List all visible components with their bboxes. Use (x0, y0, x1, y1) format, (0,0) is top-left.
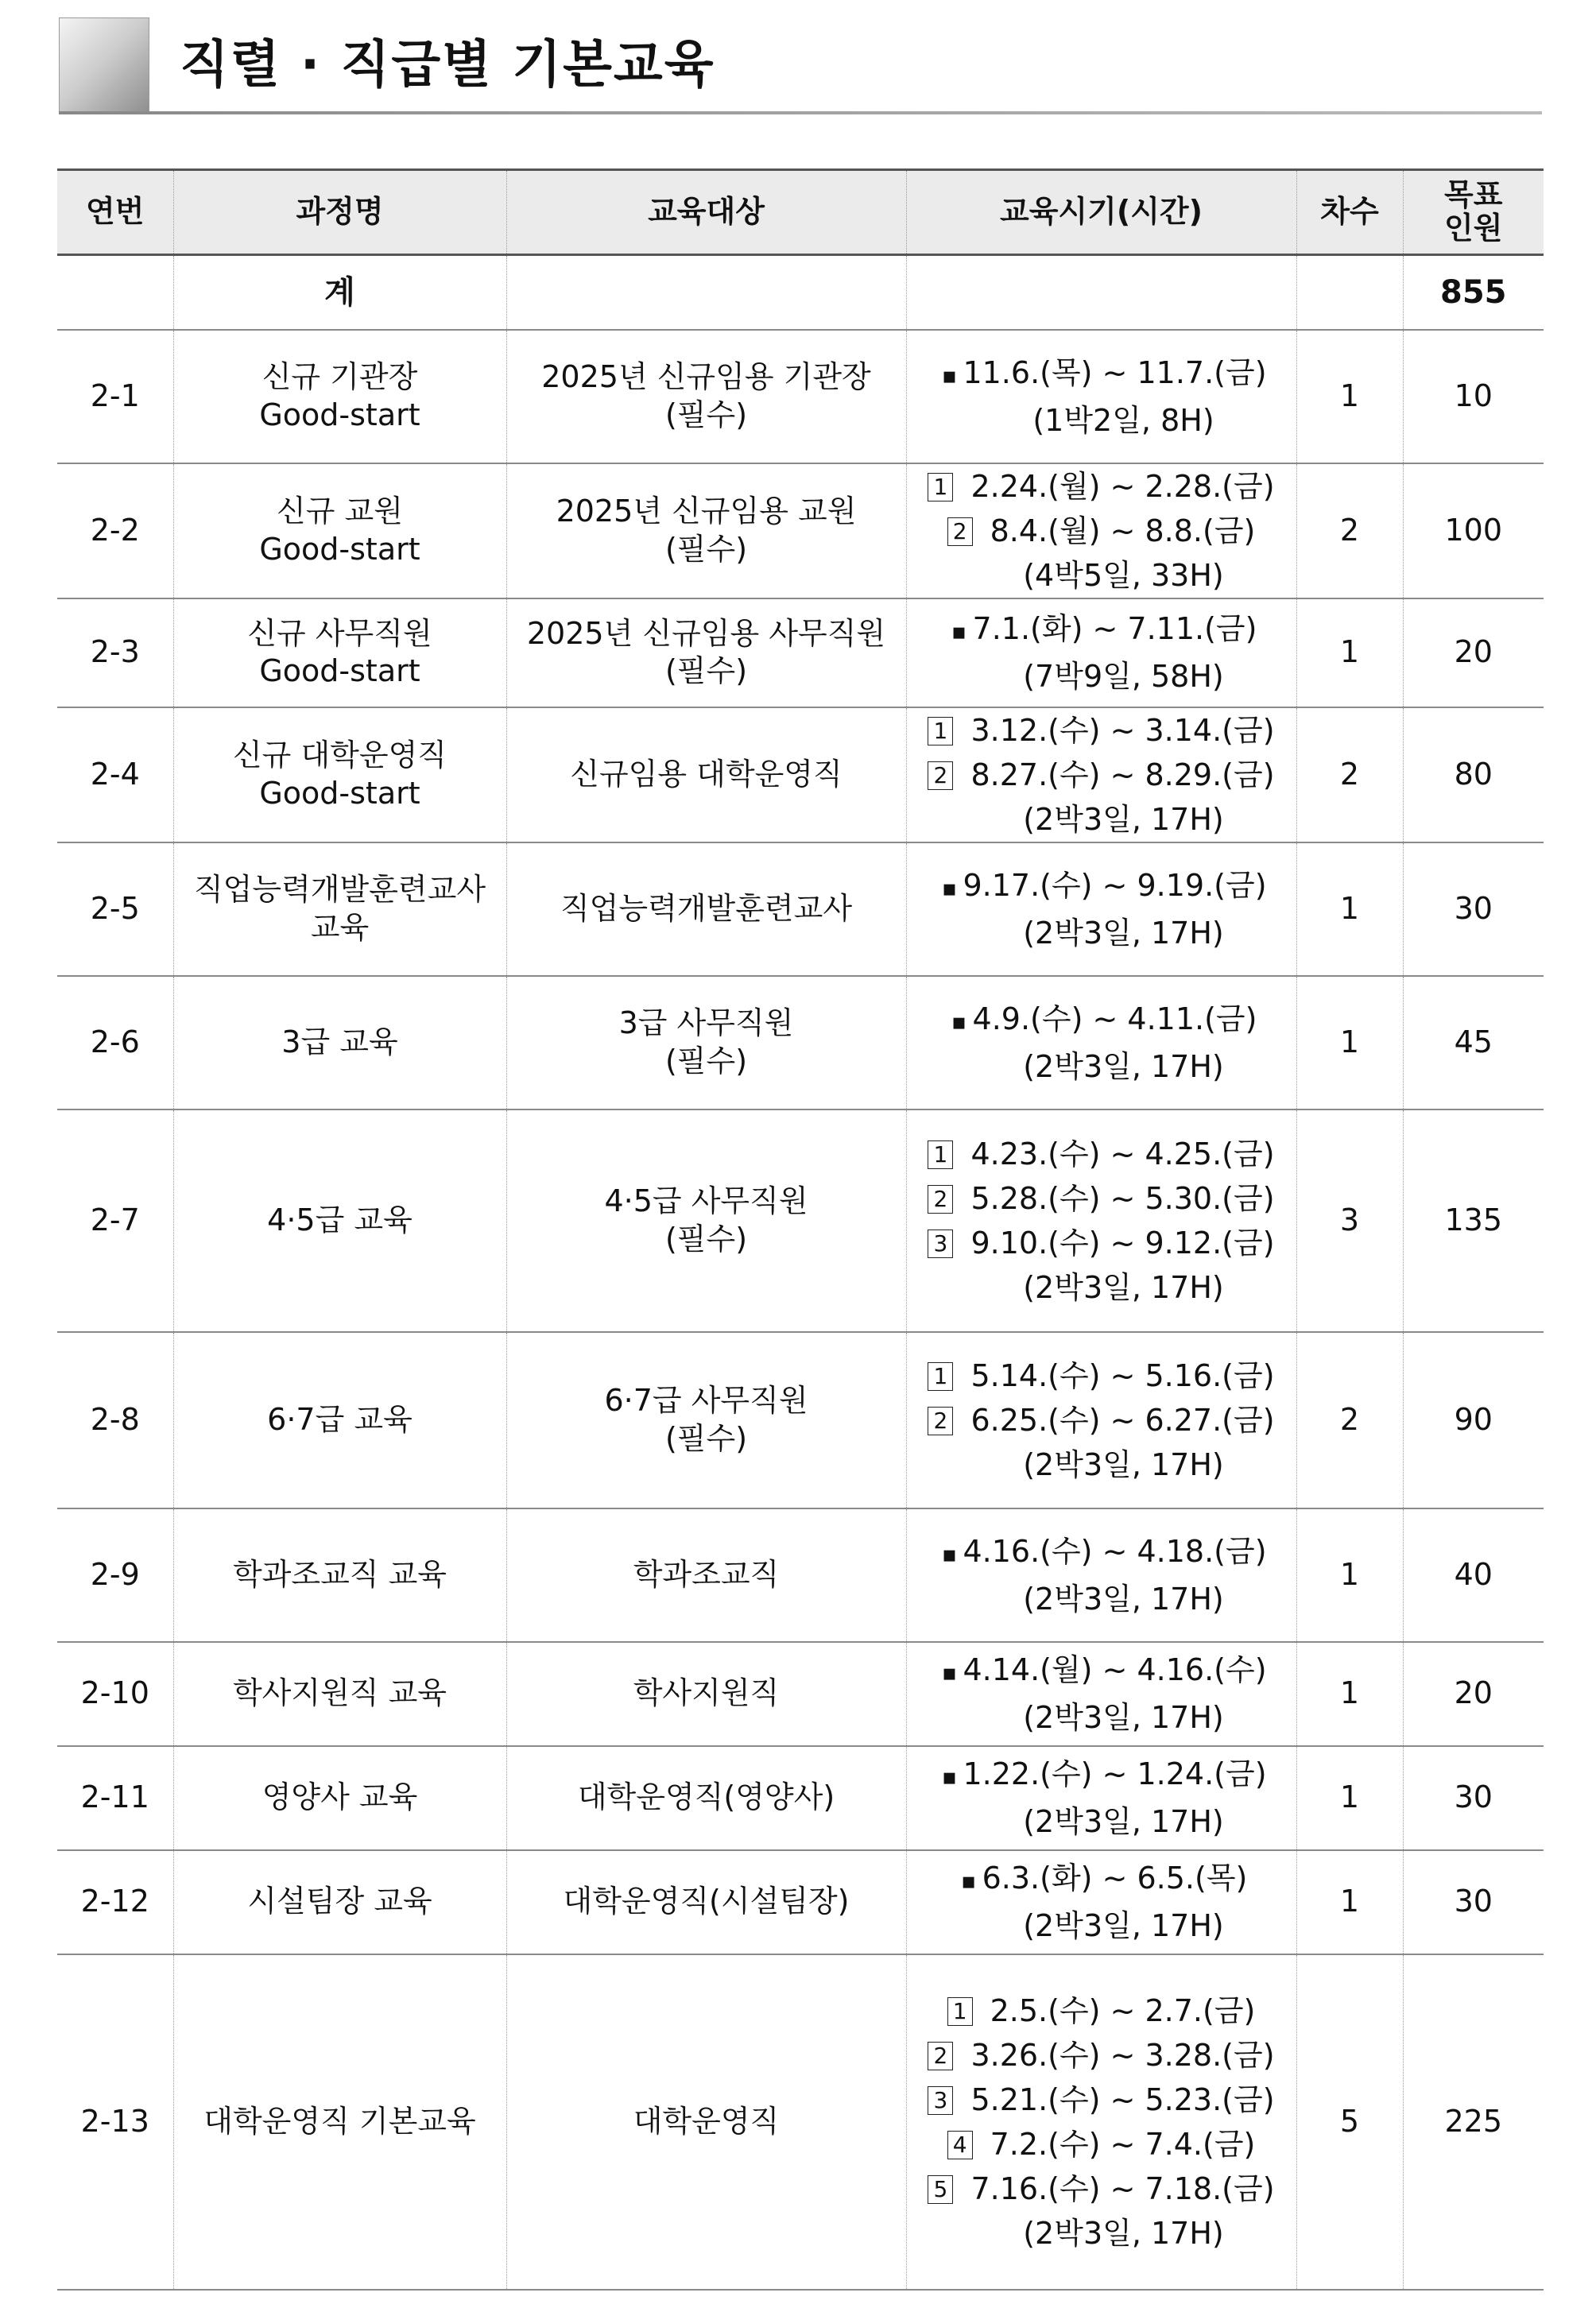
course-schedule (906, 463, 1296, 598)
schedule-duration: (2박3일, 17H) (1023, 915, 1224, 951)
schedule-line (907, 997, 1296, 1044)
session-number-box: 1 (928, 473, 953, 501)
session-number-box: 2 (928, 1407, 953, 1435)
course-schedule (906, 598, 1296, 707)
course-schedule (906, 707, 1296, 842)
header-target: 교육대상 (506, 170, 906, 255)
bullet-icon: ▪ (941, 1659, 957, 1686)
session-number-box: 5 (928, 2175, 953, 2204)
header-schedule: 교육시기(시간) (906, 170, 1296, 255)
session-number-box: 2 (928, 1185, 953, 1214)
course-name-line: Good-start (259, 397, 420, 432)
session-count: 3 (1296, 1109, 1403, 1332)
total-people: 855 (1403, 255, 1544, 330)
target-people: 10 (1403, 330, 1544, 463)
schedule-date: 6.3.(화) ~ 6.5.(목) (982, 1861, 1248, 1896)
course-name-line: 신규 기관장 (261, 359, 418, 394)
target-people: 225 (1403, 1954, 1544, 2290)
table-row (57, 1954, 1544, 2290)
row-no: 2-6 (57, 976, 173, 1109)
table-row (57, 1109, 1544, 1332)
target-people: 30 (1403, 1850, 1544, 1954)
course-target-line: (필수) (664, 1221, 748, 1257)
total-row (57, 255, 1544, 330)
title-decoration-box (59, 17, 149, 113)
target-people: 100 (1403, 463, 1544, 598)
schedule-duration: (2박3일, 17H) (1023, 1804, 1224, 1839)
session-count: 1 (1296, 330, 1403, 463)
row-no: 2-12 (57, 1850, 173, 1954)
course-name (173, 598, 506, 707)
schedule-date: 5.28.(수) ~ 5.30.(금) (970, 1180, 1275, 1216)
course-name-line: Good-start (259, 531, 420, 567)
schedule-date: 9.17.(수) ~ 9.19.(금) (963, 867, 1267, 903)
table-row (57, 842, 1544, 976)
course-name-line: 6·7급 교육 (267, 1401, 413, 1437)
schedule-date: 4.23.(수) ~ 4.25.(금) (970, 1136, 1275, 1171)
course-schedule (906, 1109, 1296, 1332)
schedule-date: 3.12.(수) ~ 3.14.(금) (970, 712, 1275, 748)
schedule-duration: (2박3일, 17H) (1023, 2215, 1224, 2251)
education-table (57, 168, 1544, 2291)
course-target-line: 2025년 신규임용 기관장 (541, 359, 871, 394)
table-row (57, 1642, 1544, 1746)
course-schedule (906, 1508, 1296, 1642)
course-target-line: 직업능력개발훈련교사 (560, 890, 853, 926)
schedule-date: 4.14.(월) ~ 4.16.(수) (963, 1652, 1267, 1687)
schedule-duration: (2박3일, 17H) (1023, 801, 1224, 837)
schedule-duration: (2박3일, 17H) (1023, 1269, 1224, 1305)
target-people: 40 (1403, 1508, 1544, 1642)
course-target (506, 976, 906, 1109)
session-count: 1 (1296, 1850, 1403, 1954)
session-count: 2 (1296, 463, 1403, 598)
schedule-date: 7.1.(화) ~ 7.11.(금) (972, 611, 1257, 646)
session-count: 2 (1296, 1332, 1403, 1508)
course-target (506, 598, 906, 707)
course-schedule (906, 842, 1296, 976)
schedule-line (907, 2078, 1296, 2122)
course-schedule (906, 1954, 1296, 2290)
row-no: 2-1 (57, 330, 173, 463)
schedule-line (907, 350, 1296, 398)
schedule-date: 2.5.(수) ~ 2.7.(금) (990, 1992, 1256, 2028)
schedule-line (907, 1856, 1296, 1903)
course-schedule (906, 1850, 1296, 1954)
course-name-line: 신규 대학운영직 (232, 738, 447, 773)
schedule-duration: (7박9일, 58H) (1023, 659, 1224, 694)
course-target-line: 2025년 신규임용 사무직원 (526, 615, 886, 651)
course-name-line: Good-start (259, 775, 420, 811)
course-name-line: 직업능력개발훈련교사 (193, 872, 486, 907)
schedule-line (907, 464, 1296, 509)
course-target (506, 1746, 906, 1850)
course-schedule (906, 1746, 1296, 1850)
course-target-line: (필수) (664, 1043, 748, 1078)
target-people: 135 (1403, 1109, 1544, 1332)
table-row (57, 707, 1544, 842)
session-count: 1 (1296, 598, 1403, 707)
course-schedule (906, 976, 1296, 1109)
bullet-icon: ▪ (961, 1868, 977, 1894)
table-row (57, 598, 1544, 707)
table-row (57, 1746, 1544, 1850)
session-number-box: 4 (947, 2131, 973, 2159)
row-no: 2-9 (57, 1508, 173, 1642)
course-name (173, 842, 506, 976)
session-count: 1 (1296, 1746, 1403, 1850)
table-row (57, 1508, 1544, 1642)
table-row (57, 976, 1544, 1109)
schedule-line (907, 1221, 1296, 1265)
table-row (57, 1332, 1544, 1508)
schedule-line (907, 1752, 1296, 1799)
schedule-duration: (4박5일, 33H) (1023, 557, 1224, 593)
course-target (506, 1850, 906, 1954)
course-name-line: 신규 사무직원 (247, 615, 432, 651)
course-name-line: 학사지원직 교육 (232, 1675, 447, 1711)
target-people: 90 (1403, 1332, 1544, 1508)
schedule-date: 5.14.(수) ~ 5.16.(금) (970, 1357, 1275, 1393)
course-target-line: (필수) (664, 397, 748, 432)
target-people: 20 (1403, 598, 1544, 707)
bullet-icon: ▪ (941, 362, 957, 389)
course-name-line: 신규 교원 (277, 494, 403, 529)
session-count: 1 (1296, 1642, 1403, 1746)
target-people: 30 (1403, 842, 1544, 976)
header-sessions: 차수 (1296, 170, 1403, 255)
schedule-line (907, 708, 1296, 753)
course-target (506, 707, 906, 842)
course-target-line: 3급 사무직원 (618, 1005, 794, 1040)
page-title: 직렬 · 직급별 기본교육 (180, 36, 715, 95)
table-row (57, 330, 1544, 463)
header-course: 과정명 (173, 170, 506, 255)
bullet-icon: ▪ (941, 1540, 957, 1567)
session-number-box: 1 (928, 717, 953, 745)
schedule-date: 6.25.(수) ~ 6.27.(금) (970, 1402, 1275, 1438)
course-target (506, 1954, 906, 2290)
course-name (173, 707, 506, 842)
course-target-line: 대학운영직(시설팀장) (563, 1884, 850, 1919)
schedule-date: 1.22.(수) ~ 1.24.(금) (963, 1756, 1267, 1791)
course-name (173, 330, 506, 463)
schedule-date: 7.16.(수) ~ 7.18.(금) (970, 2171, 1275, 2206)
course-name-line: 영양사 교육 (261, 1779, 418, 1815)
schedule-date: 2.24.(월) ~ 2.28.(금) (970, 468, 1275, 504)
schedule-duration: (2박3일, 17H) (1023, 1446, 1224, 1482)
table-row (57, 1850, 1544, 1954)
schedule-line (907, 2122, 1296, 2167)
course-target-line: 대학운영직(영양사) (577, 1779, 835, 1815)
course-name-line: 3급 교육 (281, 1024, 398, 1059)
schedule-date: 7.2.(수) ~ 7.4.(금) (990, 2126, 1256, 2162)
bullet-icon: ▪ (941, 1764, 957, 1790)
session-count: 5 (1296, 1954, 1403, 2290)
row-no: 2-3 (57, 598, 173, 707)
schedule-line (907, 1398, 1296, 1442)
session-number-box: 3 (928, 2086, 953, 2115)
header-no: 연번 (57, 170, 173, 255)
session-number-box: 2 (928, 2042, 953, 2070)
bullet-icon: ▪ (951, 1008, 967, 1035)
course-schedule (906, 1332, 1296, 1508)
total-sessions (1296, 255, 1403, 330)
session-number-box: 1 (928, 1140, 953, 1169)
course-target-line: 2025년 신규임용 교원 (556, 494, 857, 529)
table-header-row (57, 170, 1544, 255)
bullet-icon: ▪ (951, 618, 967, 645)
course-target (506, 842, 906, 976)
course-target (506, 1109, 906, 1332)
row-no: 2-11 (57, 1746, 173, 1850)
course-name-line: 시설팀장 교육 (247, 1884, 432, 1919)
row-no: 2-5 (57, 842, 173, 976)
course-name (173, 1642, 506, 1746)
course-target-line: (필수) (664, 653, 748, 688)
course-target (506, 330, 906, 463)
course-name (173, 1954, 506, 2290)
schedule-duration: (1박2일, 8H) (1032, 402, 1214, 438)
schedule-line (907, 1648, 1296, 1695)
row-no: 2-10 (57, 1642, 173, 1746)
course-target (506, 1332, 906, 1508)
course-target-line: 신규임용 대학운영직 (570, 756, 843, 792)
course-target-line: 6·7급 사무직원 (604, 1383, 808, 1418)
schedule-line (907, 606, 1296, 654)
schedule-line (907, 2033, 1296, 2078)
target-people: 80 (1403, 707, 1544, 842)
course-target-line: 4·5급 사무직원 (604, 1183, 808, 1218)
schedule-date: 8.27.(수) ~ 8.29.(금) (970, 757, 1275, 792)
target-people: 30 (1403, 1746, 1544, 1850)
schedule-date: 4.9.(수) ~ 4.11.(금) (972, 1001, 1257, 1036)
table-row (57, 463, 1544, 598)
target-people: 20 (1403, 1642, 1544, 1746)
total-no (57, 255, 173, 330)
course-target-line: 대학운영직 (633, 2103, 780, 2139)
session-number-box: 2 (947, 517, 973, 546)
course-target (506, 1642, 906, 1746)
schedule-date: 11.6.(목) ~ 11.7.(금) (963, 354, 1267, 390)
bullet-icon: ▪ (941, 874, 957, 901)
target-people: 45 (1403, 976, 1544, 1109)
row-no: 2-13 (57, 1954, 173, 2290)
course-name-line: 학과조교직 교육 (232, 1556, 447, 1592)
schedule-line (907, 1529, 1296, 1577)
course-target (506, 1508, 906, 1642)
total-label: 계 (173, 255, 506, 330)
schedule-duration: (2박3일, 17H) (1023, 1700, 1224, 1735)
course-name (173, 463, 506, 598)
session-count: 1 (1296, 1508, 1403, 1642)
row-no: 2-7 (57, 1109, 173, 1332)
row-no: 2-4 (57, 707, 173, 842)
schedule-date: 8.4.(월) ~ 8.8.(금) (990, 513, 1256, 548)
schedule-date: 9.10.(수) ~ 9.12.(금) (970, 1225, 1275, 1260)
schedule-line (907, 509, 1296, 553)
schedule-line (907, 1353, 1296, 1398)
schedule-date: 5.21.(수) ~ 5.23.(금) (970, 2081, 1275, 2117)
course-target-line: (필수) (664, 531, 748, 567)
session-count: 2 (1296, 707, 1403, 842)
schedule-duration: (2박3일, 17H) (1023, 1581, 1224, 1617)
header-people: 목표 인원 (1403, 170, 1544, 255)
course-name-line: 교육 (310, 909, 370, 945)
course-target (506, 463, 906, 598)
course-name (173, 1508, 506, 1642)
schedule-date: 3.26.(수) ~ 3.28.(금) (970, 2037, 1275, 2073)
session-number-box: 1 (928, 1362, 953, 1391)
course-schedule (906, 1642, 1296, 1746)
schedule-line (907, 1132, 1296, 1176)
course-name-line: 대학운영직 기본교육 (203, 2103, 476, 2139)
course-target-line: (필수) (664, 1420, 748, 1456)
row-no: 2-2 (57, 463, 173, 598)
session-number-box: 2 (928, 761, 953, 790)
session-count: 1 (1296, 842, 1403, 976)
section-header (59, 17, 1542, 114)
schedule-line (907, 863, 1296, 911)
course-schedule (906, 330, 1296, 463)
title-underline (59, 111, 1542, 114)
course-name (173, 1332, 506, 1508)
course-name (173, 1746, 506, 1850)
session-count: 1 (1296, 976, 1403, 1109)
course-name (173, 1109, 506, 1332)
schedule-line (907, 753, 1296, 797)
row-no: 2-8 (57, 1332, 173, 1508)
schedule-duration: (2박3일, 17H) (1023, 1048, 1224, 1084)
total-target (506, 255, 906, 330)
session-number-box: 3 (928, 1230, 953, 1258)
schedule-date: 4.16.(수) ~ 4.18.(금) (963, 1533, 1267, 1569)
schedule-line (907, 2167, 1296, 2211)
course-name (173, 1850, 506, 1954)
course-target-line: 학사지원직 (633, 1675, 780, 1711)
course-name (173, 976, 506, 1109)
total-schedule (906, 255, 1296, 330)
course-name-line: Good-start (259, 653, 420, 688)
course-name-line: 4·5급 교육 (267, 1202, 413, 1237)
schedule-line (907, 1989, 1296, 2033)
schedule-line (907, 1176, 1296, 1221)
course-target-line: 학과조교직 (633, 1556, 780, 1592)
schedule-duration: (2박3일, 17H) (1023, 1908, 1224, 1943)
session-number-box: 1 (947, 1997, 973, 2026)
